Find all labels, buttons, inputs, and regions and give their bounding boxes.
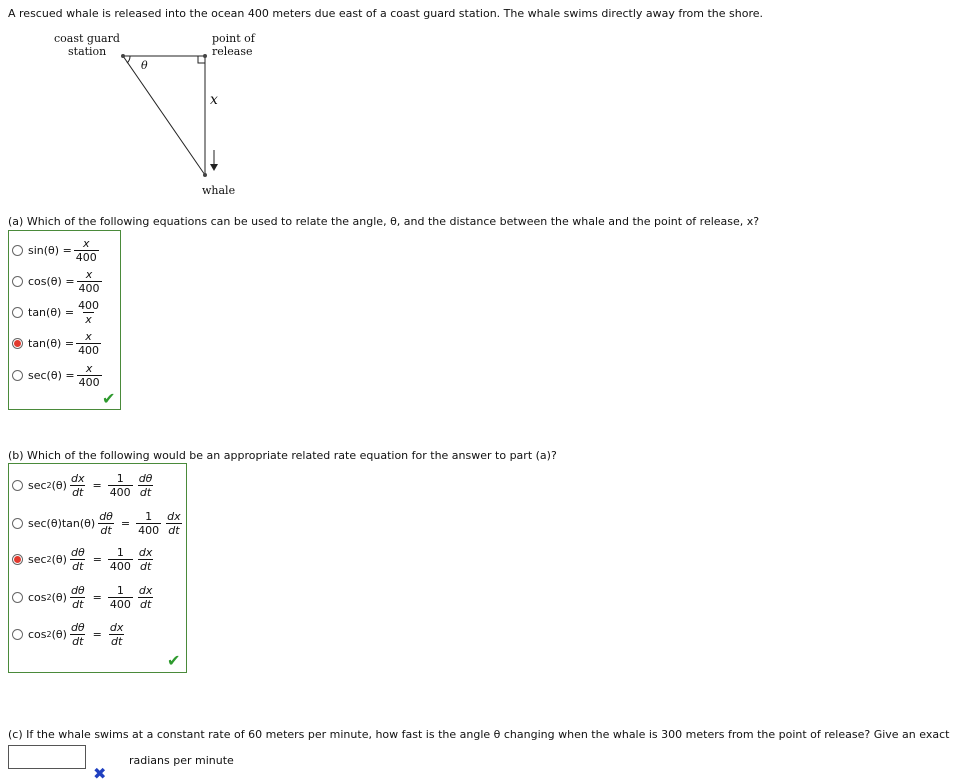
part-a-option-3[interactable] [12, 299, 103, 326]
part-c-question: (c) If the whale swims at a constant rate of 60 meters per minute, how fast is the angle θ changing when the whale is 300 meters from the point of release? Give an exact [8, 728, 950, 741]
part-a-option-2[interactable] [12, 268, 104, 295]
radio-button[interactable] [12, 518, 23, 529]
station-label-line2: station [68, 45, 107, 58]
numerator: 400 [78, 299, 100, 312]
denominator: 400 [109, 560, 131, 573]
derivative-fraction [137, 472, 155, 499]
denominator: dt [72, 635, 84, 648]
radio-button[interactable] [12, 480, 23, 491]
part-b-option-4[interactable] [12, 584, 156, 611]
numerator: dx [138, 584, 153, 597]
fraction [77, 362, 102, 389]
release-label-line1: point of [212, 32, 255, 45]
denominator: x [85, 313, 92, 326]
radio-button-selected[interactable] [12, 338, 23, 349]
exponent: 2 [46, 555, 52, 564]
trig-prefix: sec [28, 553, 47, 566]
figure [0, 0, 974, 200]
part-b-question: (b) Which of the following would be an appropriate related rate equation for the answer to part (a)? [8, 449, 557, 462]
theta-label: θ [141, 59, 148, 72]
trig-arg: (θ) [51, 553, 67, 566]
incorrect-x-icon: ✖ [93, 764, 107, 783]
equals-sign: = [120, 517, 131, 530]
option-lhs: tan(θ) = [28, 337, 75, 350]
radio-button[interactable] [12, 245, 23, 256]
denominator: dt [110, 635, 123, 648]
derivative-fraction [69, 584, 87, 611]
numerator: dx [138, 546, 153, 559]
radio-button-selected[interactable] [12, 554, 23, 565]
trig-arg: (θ) [51, 628, 67, 641]
denominator: dt [72, 560, 84, 573]
denominator: dt [168, 524, 180, 537]
derivative-fraction [165, 510, 183, 537]
derivative-fraction [137, 584, 155, 611]
part-b-option-1[interactable] [12, 472, 156, 499]
denominator: 400 [109, 598, 131, 611]
option-lhs: cos(θ) = [28, 275, 75, 288]
radio-button[interactable] [12, 592, 23, 603]
numerator: dθ [70, 546, 85, 559]
numerator: 1 [116, 472, 124, 485]
part-b-option-2[interactable] [12, 510, 185, 537]
derivative-fraction [69, 472, 87, 499]
derivative-fraction [108, 621, 126, 648]
option-lhs: sin(θ) = [28, 244, 72, 257]
numerator: x [85, 362, 93, 375]
exponent: 2 [46, 630, 52, 639]
numerator: x [85, 268, 93, 281]
equals-sign: = [92, 628, 102, 641]
derivative-fraction [69, 621, 87, 648]
numerator: dθ [138, 472, 153, 485]
exponent: 2 [46, 593, 52, 602]
constant-fraction [108, 472, 133, 499]
part-b-option-5[interactable] [12, 621, 127, 648]
numerator: 1 [116, 546, 124, 559]
denominator: 400 [78, 282, 100, 295]
correct-check-icon: ✔ [167, 651, 181, 670]
denominator: dt [72, 486, 84, 499]
equals-sign: = [92, 591, 102, 604]
part-b-option-3[interactable] [12, 546, 156, 573]
part-a-option-5[interactable] [12, 362, 104, 389]
numerator: dx [109, 621, 124, 634]
radio-button[interactable] [12, 370, 23, 381]
numerator: x [85, 330, 92, 343]
denominator: 400 [78, 376, 100, 389]
triangle-diagram [0, 0, 300, 200]
numerator: dx [167, 510, 181, 523]
constant-fraction [108, 584, 133, 611]
denominator: dt [100, 524, 112, 537]
fraction [76, 299, 101, 326]
equals-sign: = [92, 553, 102, 566]
denominator: 400 [138, 524, 160, 537]
denominator: 400 [78, 344, 100, 357]
denominator: dt [139, 598, 152, 611]
derivative-fraction [137, 546, 155, 573]
part-a-option-1[interactable] [12, 237, 101, 264]
denominator: 400 [75, 251, 97, 264]
units-label: radians per minute [129, 754, 234, 767]
x-label: x [210, 92, 218, 108]
release-label-line2: release [212, 45, 253, 58]
trig-prefix: sec [28, 479, 47, 492]
fraction [77, 268, 102, 295]
fraction [74, 237, 99, 264]
denominator: dt [139, 486, 152, 499]
answer-input[interactable] [8, 745, 86, 769]
numerator: 1 [116, 584, 124, 597]
station-label-line1: coast guard [54, 32, 120, 45]
trig-prefix: sec(θ)tan(θ) [28, 517, 96, 530]
denominator: 400 [109, 486, 131, 499]
option-lhs: sec(θ) = [28, 369, 75, 382]
whale-label: whale [202, 184, 236, 197]
trig-prefix: cos [28, 628, 47, 641]
trig-prefix: cos [28, 591, 47, 604]
radio-button[interactable] [12, 276, 23, 287]
radio-button[interactable] [12, 307, 23, 318]
correct-check-icon: ✔ [102, 389, 116, 408]
equals-sign: = [92, 479, 102, 492]
exponent: 2 [46, 481, 52, 490]
numerator: dθ [99, 510, 113, 523]
numerator: x [83, 237, 90, 250]
numerator: dx [70, 472, 85, 485]
trig-arg: (θ) [51, 591, 67, 604]
constant-fraction [136, 510, 161, 537]
problem-intro: A rescued whale is released into the ocean 400 meters due east of a coast guard station. The whale swims directly away from the shore. [8, 7, 763, 20]
part-a-option-4[interactable] [12, 330, 103, 357]
constant-fraction [108, 546, 133, 573]
numerator: 1 [145, 510, 153, 523]
numerator: dθ [70, 621, 85, 634]
part-a-question: (a) Which of the following equations can be used to relate the angle, θ, and the distance between the whale and the point of release, x? [8, 215, 760, 228]
denominator: dt [140, 560, 152, 573]
denominator: dt [72, 598, 84, 611]
radio-button[interactable] [12, 629, 23, 640]
derivative-fraction [97, 510, 115, 537]
trig-arg: (θ) [51, 479, 67, 492]
option-lhs: tan(θ) = [28, 306, 75, 319]
numerator: dθ [70, 584, 85, 597]
derivative-fraction [69, 546, 87, 573]
fraction [76, 330, 101, 357]
